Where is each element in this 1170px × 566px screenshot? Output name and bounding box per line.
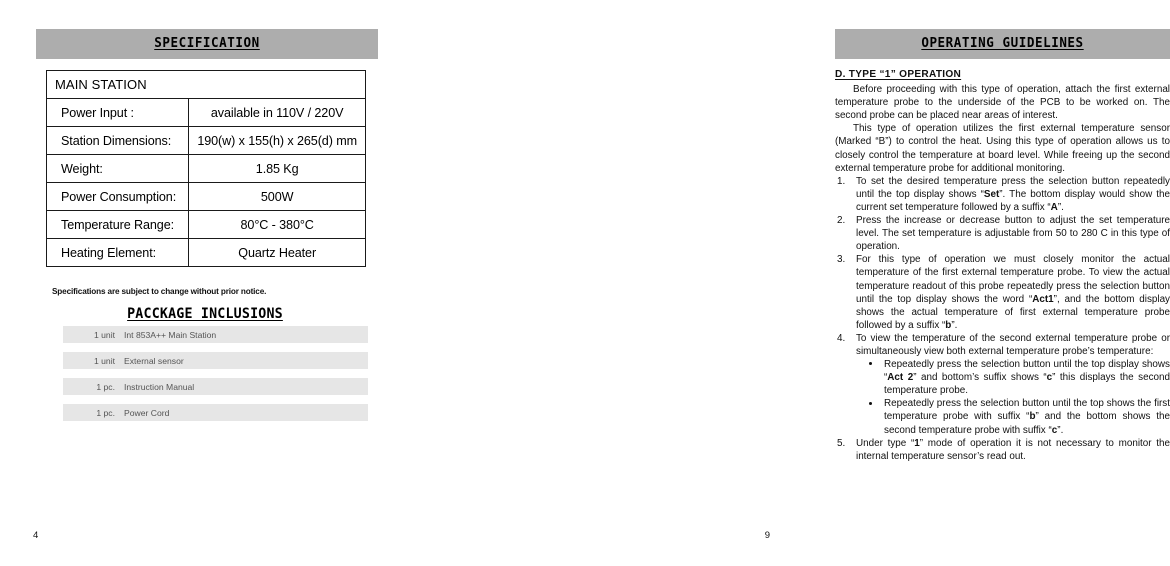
package-qty: 1 pc. (96, 381, 115, 392)
spec-label: Station Dimensions: (47, 127, 189, 155)
package-qty: 1 pc. (96, 407, 115, 418)
table-row-header (47, 71, 366, 99)
package-item: Int 853A++ Main Station (124, 329, 217, 340)
section-heading: D. TYPE “1” OPERATION (835, 69, 962, 80)
spec-label: Heating Element: (47, 239, 189, 267)
spec-label: Temperature Range: (47, 211, 189, 239)
package-item: Instruction Manual (124, 381, 195, 392)
step-2 (835, 214, 1170, 253)
spec-value: 190(w) x 155(h) x 265(d) mm (189, 127, 366, 155)
package-qty: 1 unit (93, 329, 115, 340)
step-marker: 4. (837, 332, 846, 344)
step-marker: 1. (837, 175, 846, 187)
page-number-right: 9 (764, 530, 770, 541)
operating-guidelines-banner-title: OPERATING GUIDELINES (921, 35, 1084, 51)
step-5 (835, 437, 1170, 463)
left-page (0, 0, 400, 566)
step-text: Under type “1” mode of operation it is not necessary to monitor the internal temperature sensor’s read out. (856, 437, 1170, 462)
spec-label: Weight: (47, 155, 189, 183)
list-item (63, 404, 368, 421)
specification-table-body (47, 71, 366, 267)
step-marker: 3. (837, 254, 846, 266)
specification-banner-title: SPECIFICATION (154, 35, 260, 51)
page-number-left: 4 (33, 530, 39, 541)
package-inclusions-title: PACCKAGE INCLUSIONS (127, 306, 283, 322)
bullet-text: Repeatedly press the selection button until the top display shows “Act 2” and bottom’s suffix shows “c” this displays the second temperature probe. (884, 359, 1170, 397)
spec-label: Power Input : (47, 99, 189, 127)
package-qty: 1 unit (93, 355, 115, 366)
spec-value: 80°C - 380°C (189, 211, 366, 239)
table-row (47, 239, 366, 267)
bullet-item (867, 358, 1170, 397)
step-1 (835, 175, 1170, 214)
specifications-disclaimer: Specifications are subject to change without prior notice. (52, 287, 267, 296)
operating-guidelines-body (835, 68, 1170, 463)
bullet-item (867, 397, 1170, 436)
list-item (63, 378, 368, 395)
table-row (47, 127, 366, 155)
step-4 (835, 332, 1170, 437)
list-item (63, 352, 368, 369)
bullet-dot-icon (869, 402, 872, 405)
step-text: To view the temperature of the second external temperature probe or simultaneously view both external temperature probe’s temperature: (856, 332, 1170, 357)
step-marker: 2. (837, 215, 846, 227)
bullet-dot-icon (869, 362, 872, 365)
step-text: To set the desired temperature press the selection button repeatedly until the top display shows “Set”. The bottom display would show the current set temperature followed by a suffix “A”. (856, 175, 1170, 213)
spec-label: Power Consumption: (47, 183, 189, 211)
package-item: External sensor (124, 355, 184, 366)
step-text: Press the increase or decrease button to adjust the set temperature level. The set temperature is adjustable from 50 to 280 C in this type of operation. (856, 215, 1170, 253)
table-row (47, 183, 366, 211)
operating-steps-list (835, 175, 1170, 463)
package-inclusions-list (63, 326, 368, 430)
table-row (47, 211, 366, 239)
intro-paragraph-1: Before proceeding with this type of operation, attach the first external temperature probe to the underside of the PCB to be worked on. The second probe can be placed near areas of interest. (835, 84, 1170, 122)
specification-table (46, 70, 366, 267)
specification-banner (36, 29, 378, 59)
right-page (400, 0, 1170, 566)
list-item (63, 326, 368, 343)
package-item: Power Cord (124, 407, 170, 418)
step-text: For this type of operation we must closely monitor the actual temperature of the first external temperature probe. To view the actual temperature readout of this probe repeatedly press the selection button until the top display shows the word “Act1”, and the bottom display shows the actual temperature of first external temperature probe followed by a suffix “b”. (856, 254, 1170, 331)
spec-value: available in 110V / 220V (189, 99, 366, 127)
spec-value: 500W (189, 183, 366, 211)
spec-value: 1.85 Kg (189, 155, 366, 183)
bullet-text: Repeatedly press the selection button until the top shows the first temperature probe with suffix “b” and the bottom shows the second temperature probe with suffix “c”. (884, 398, 1170, 436)
step-4-bullets (856, 358, 1170, 437)
step-marker: 5. (837, 437, 846, 449)
spec-section-header: MAIN STATION (47, 71, 366, 99)
operating-guidelines-banner (835, 29, 1170, 59)
step-3 (835, 253, 1170, 332)
intro-paragraph-2: This type of operation utilizes the first external temperature sensor (Marked “B”) to control the heat. Using this type of operation allows us to closely control the temperature at board level. While freeing up the second external temperature probe for additional monitoring. (835, 123, 1170, 174)
spec-value: Quartz Heater (189, 239, 366, 267)
table-row (47, 155, 366, 183)
table-row (47, 99, 366, 127)
